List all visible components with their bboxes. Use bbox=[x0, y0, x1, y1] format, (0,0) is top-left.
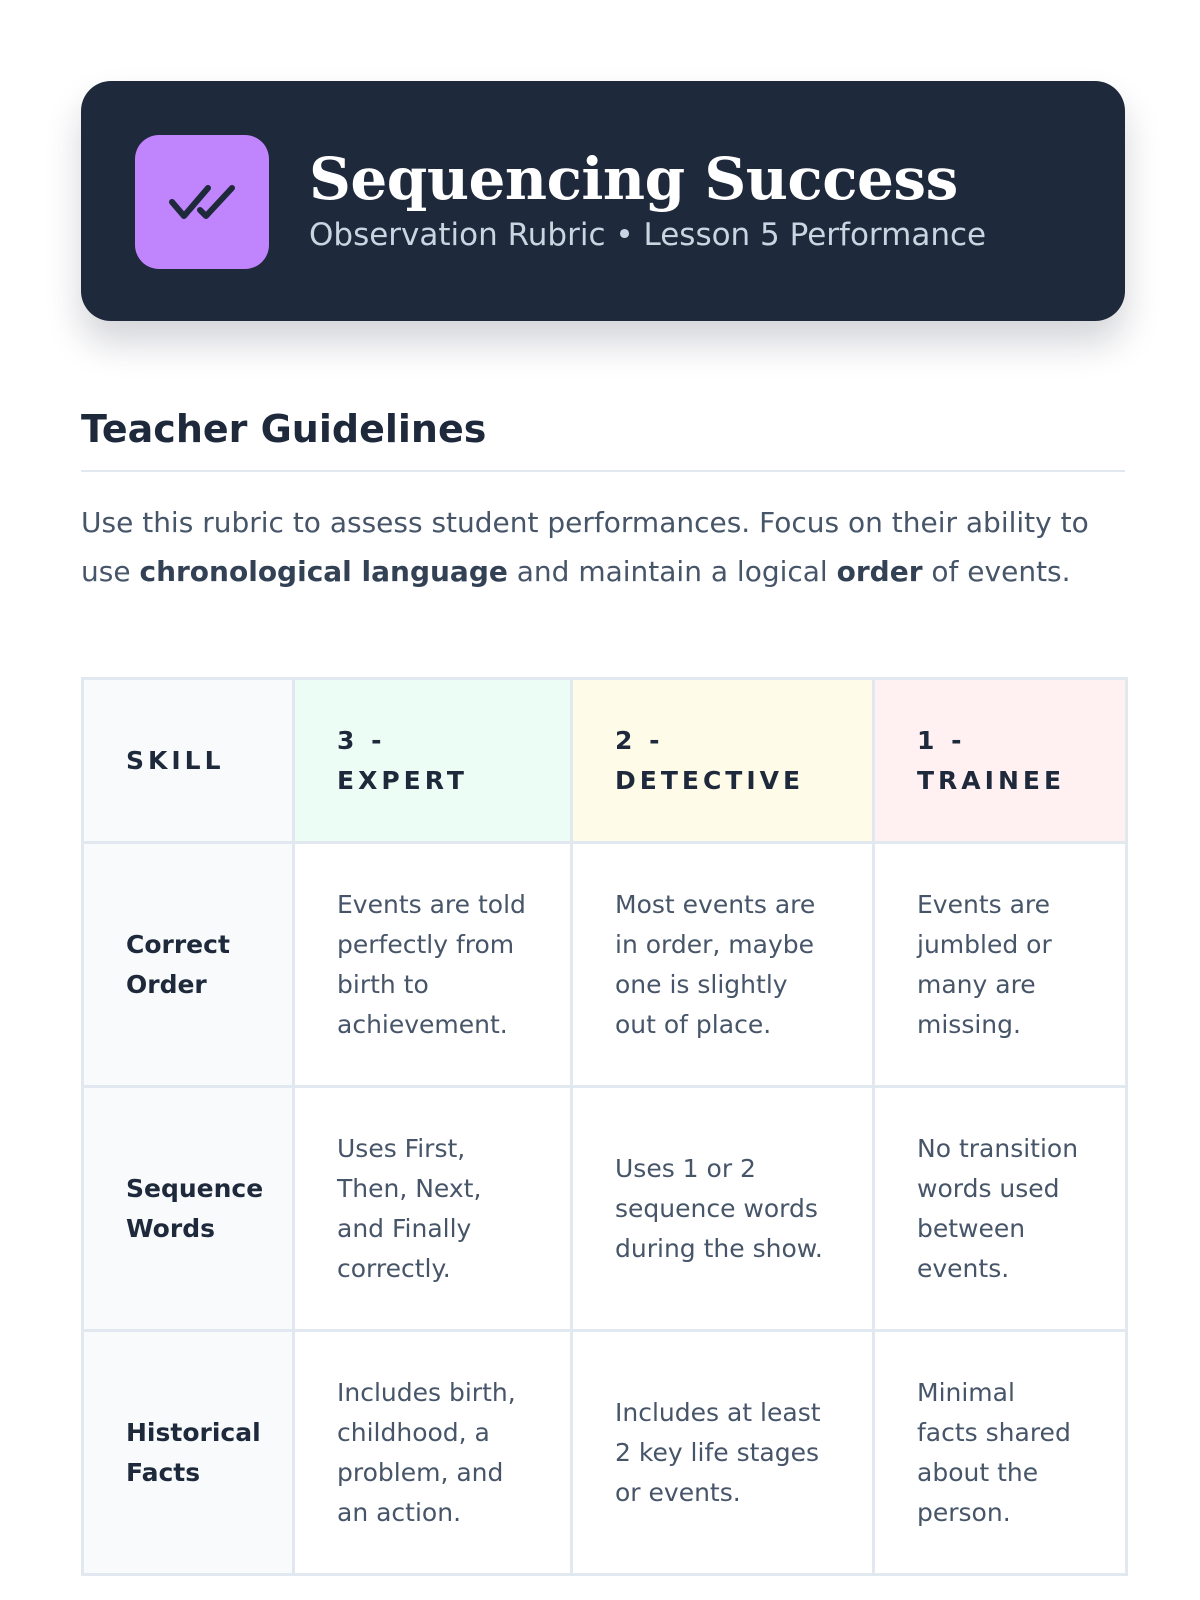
table-row bbox=[83, 1331, 1127, 1575]
header-detective: 2 - DETECTIVE bbox=[572, 679, 874, 843]
guidelines-bold-order: order bbox=[836, 555, 923, 588]
guidelines-paragraph bbox=[81, 498, 1141, 596]
skill-cell: Correct Order bbox=[83, 843, 294, 1087]
header-skill: SKILL bbox=[83, 679, 294, 843]
expert-cell: Events are told perfectly from birth to achievement. bbox=[294, 843, 572, 1087]
page-subtitle: Observation Rubric • Lesson 5 Performance bbox=[309, 217, 987, 253]
double-check-icon bbox=[135, 135, 269, 269]
skill-cell: Historical Facts bbox=[83, 1331, 294, 1575]
guidelines-bold-chronological: chronological language bbox=[139, 555, 508, 588]
double-check-icon-graphic bbox=[162, 162, 242, 242]
trainee-cell: No transition words used between events. bbox=[874, 1087, 1127, 1331]
detective-cell: Includes at least 2 key life stages or events. bbox=[572, 1331, 874, 1575]
page-title: Sequencing Success bbox=[309, 145, 958, 213]
rubric-header-row bbox=[83, 679, 1127, 843]
expert-cell: Includes birth, childhood, a problem, and an action. bbox=[294, 1331, 572, 1575]
trainee-cell: Events are jumbled or many are missing. bbox=[874, 843, 1127, 1087]
detective-cell: Most events are in order, maybe one is slightly out of place. bbox=[572, 843, 874, 1087]
guidelines-heading: Teacher Guidelines bbox=[81, 407, 487, 451]
guidelines-text-part: and maintain a logical bbox=[507, 555, 837, 588]
guidelines-text-part: of events. bbox=[922, 555, 1071, 588]
header-trainee: 1 - TRAINEE bbox=[874, 679, 1127, 843]
detective-cell: Uses 1 or 2 sequence words during the show. bbox=[572, 1087, 874, 1331]
rubric-table bbox=[81, 677, 1128, 1576]
header-expert: 3 - EXPERT bbox=[294, 679, 572, 843]
table-row bbox=[83, 843, 1127, 1087]
guidelines-text-part: Use this rubric to assess student performances. Focus on their ability to use bbox=[81, 506, 1089, 588]
trainee-cell: Minimal facts shared about the person. bbox=[874, 1331, 1127, 1575]
table-row bbox=[83, 1087, 1127, 1331]
skill-cell: Sequence Words bbox=[83, 1087, 294, 1331]
title-banner bbox=[81, 81, 1125, 321]
section-divider bbox=[81, 470, 1125, 472]
expert-cell: Uses First, Then, Next, and Finally correctly. bbox=[294, 1087, 572, 1331]
